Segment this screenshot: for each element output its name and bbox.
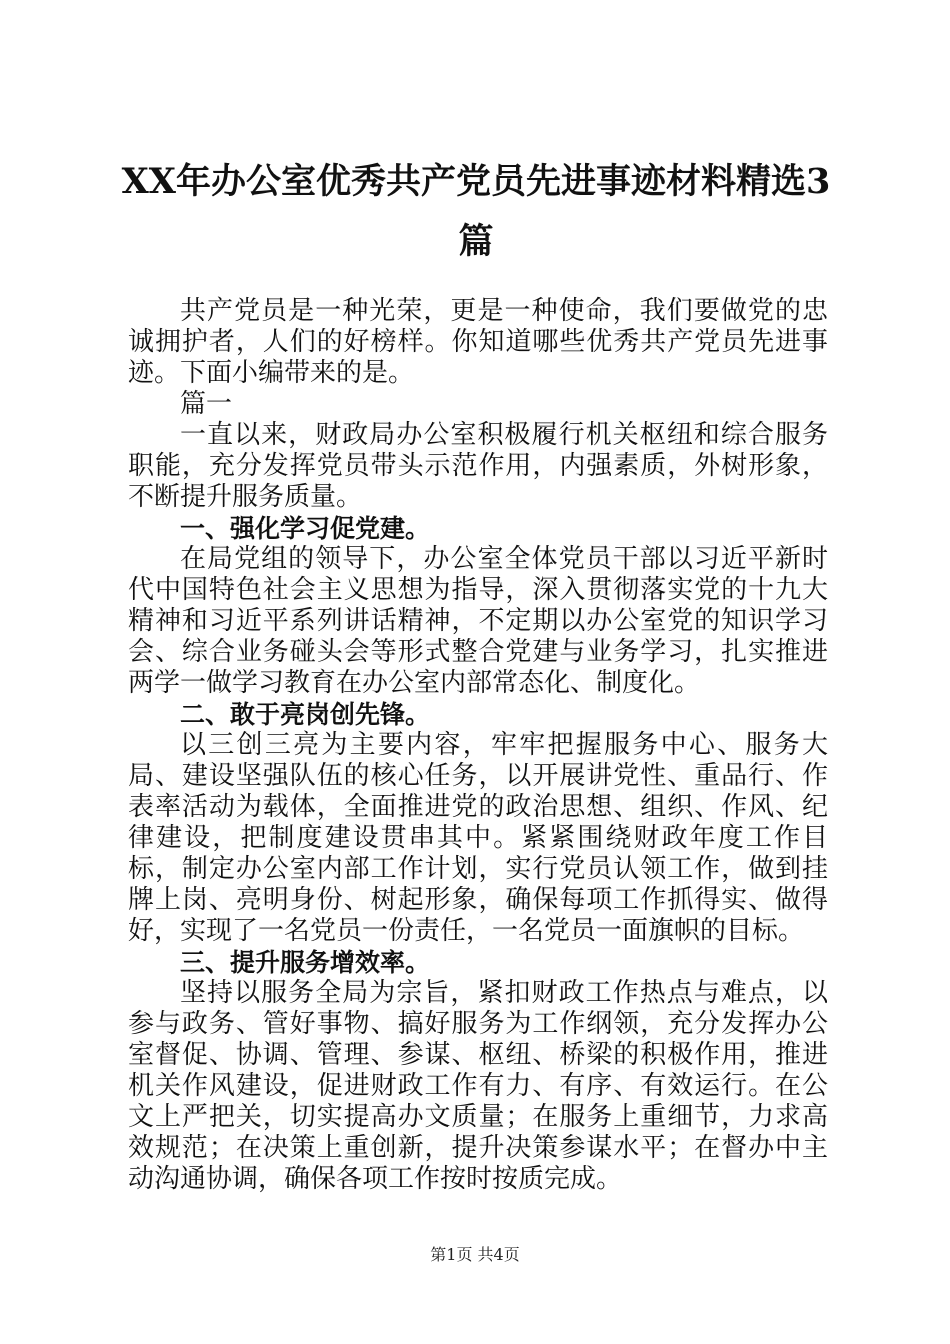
document-body bbox=[128, 296, 828, 1195]
body-paragraph: 坚持以服务全局为宗旨，紧扣财政工作热点与难点，以参与政务、管好事物、搞好服务为工作纲领，充分发挥办公室督促、协调、管理、参谋、枢纽、桥梁的积极作用，推进机关作风建设，促进财政工作有力、有序、有效运行。在公文上严把关，切实提高办文质量；在服务上重细节，力求高效规范；在决策上重创新，提升决策参谋水平；在督办中主动沟通协调，确保各项工作按时按质完成。 bbox=[128, 978, 828, 1194]
body-paragraph: 一直以来，财政局办公室积极履行机关枢纽和综合服务职能，充分发挥党员带头示范作用，内强素质，外树形象，不断提升服务质量。 bbox=[128, 420, 828, 512]
section-heading: 一、强化学习促党建。 bbox=[180, 514, 431, 543]
section-heading: 三、提升服务增效率。 bbox=[180, 948, 431, 977]
document-title: XX年办公室优秀共产党员先进事迹材料精选3篇 bbox=[121, 161, 831, 262]
intro-paragraph: 共产党员是一种光荣，更是一种使命，我们要做党的忠诚拥护者，人们的好榜样。你知道哪些优秀共产党员先进事迹。下面小编带来的是。 bbox=[128, 296, 828, 388]
body-paragraph: 以三创三亮为主要内容，牢牢把握服务中心、服务大局、建设坚强队伍的核心任务，以开展讲党性、重品行、作表率活动为载体，全面推进党的政治思想、组织、作风、纪律建设，把制度建设贯串其中。紧紧围绕财政年度工作目标，制定办公室内部工作计划，实行党员认领工作，做到挂牌上岗、亮明身份、树起形象，确保每项工作抓得实、做得好，实现了一名党员一份责任，一名党员一面旗帜的目标。 bbox=[128, 730, 828, 946]
body-paragraph: 在局党组的领导下，办公室全体党员干部以习近平新时代中国特色社会主义思想为指导，深入贯彻落实党的十九大精神和习近平系列讲话精神，不定期以办公室党的知识学习会、综合业务碰头会等形式整合党建与业务学习，扎实推进两学一做学习教育在办公室内部常态化、制度化。 bbox=[128, 544, 828, 698]
section-heading: 二、敢于亮岗创先锋。 bbox=[180, 700, 431, 729]
page-footer: 第1页 共4页 bbox=[430, 1245, 520, 1264]
part-label: 篇一 bbox=[180, 389, 233, 419]
